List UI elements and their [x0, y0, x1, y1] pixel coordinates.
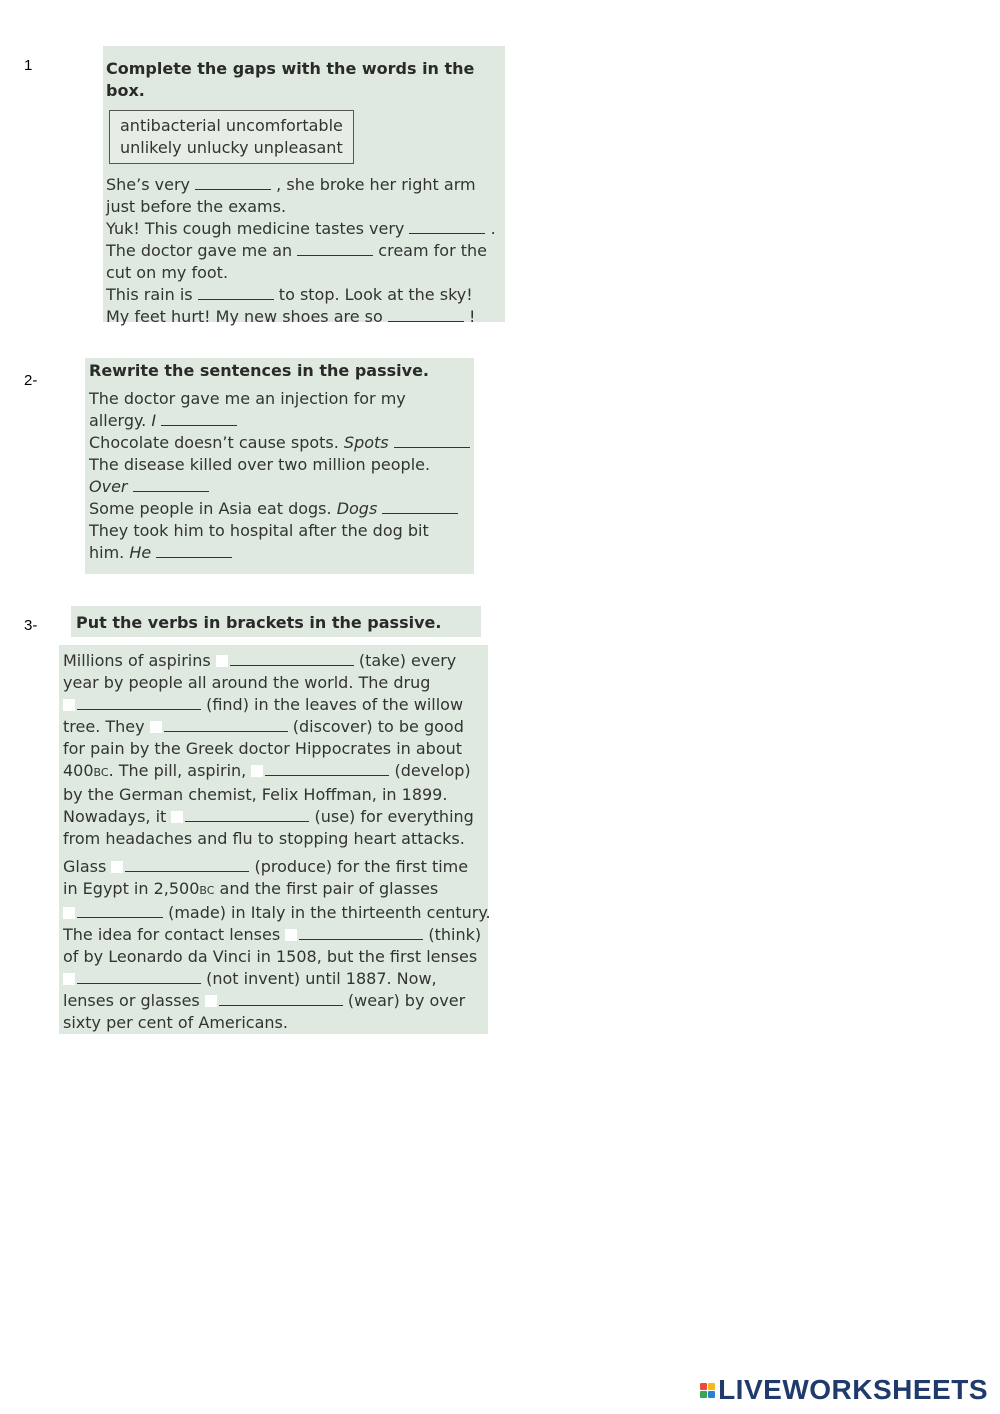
- exercise-2-number: 2-: [24, 372, 38, 389]
- text-line: and the first pair of glasses: [214, 879, 439, 898]
- answer-prompt-2: Spots: [343, 433, 389, 452]
- passive-sentence-5-cont: him.: [89, 543, 130, 562]
- passive-sentence-3: The disease killed over two million people.: [89, 455, 431, 474]
- text-line: (produce) for the first time: [249, 857, 469, 876]
- exercise-2-heading: Rewrite the sentences in the passive.: [89, 361, 429, 380]
- text-line: for pain by the Greek doctor Hippocrates in about: [63, 739, 463, 758]
- exercise-3-heading: Put the verbs in brackets in the passive.: [76, 613, 442, 632]
- text-line: Glass: [63, 857, 112, 876]
- sentence-4-start: This rain is: [106, 285, 198, 304]
- sentence-2-end: .: [485, 219, 496, 238]
- text-line: Nowadays, it: [63, 807, 172, 826]
- sentence-3-start: The doctor gave me an: [106, 241, 298, 260]
- logo-square-green: [700, 1391, 707, 1398]
- answer-gap-5[interactable]: [156, 543, 232, 558]
- exercise-2-panel: [85, 358, 474, 574]
- logo-square-yellow: [708, 1383, 715, 1390]
- verb-gap-4[interactable]: [265, 761, 389, 776]
- sentence-5-start: My feet hurt! My new shoes are so: [106, 307, 388, 326]
- passive-sentence-5: They took him to hospital after the dog bit: [89, 521, 429, 540]
- text-line: (discover) to be good: [287, 717, 464, 736]
- checkbox-marker: [171, 811, 183, 823]
- verb-gap-9[interactable]: [77, 969, 201, 984]
- word-box: [109, 110, 354, 164]
- text-line: lenses or glasses: [63, 991, 205, 1010]
- passive-sentence-2: Chocolate doesn’t cause spots.: [89, 433, 344, 452]
- exercise-1-heading: Complete the gaps with the words in the box.: [106, 59, 475, 100]
- verb-gap-10[interactable]: [219, 991, 343, 1006]
- gap-5[interactable]: [388, 307, 464, 322]
- checkbox-marker: [111, 861, 123, 873]
- sentence-1-start: She’s very: [106, 175, 196, 194]
- text-line: (made) in Italy in the thirteenth century.: [163, 903, 491, 922]
- liveworksheets-logo: [700, 1374, 988, 1406]
- exercise-1-panel: [103, 46, 505, 326]
- word-box-line-1: antibacterial uncomfortable: [120, 116, 343, 135]
- era-abbrev: BC: [93, 766, 109, 779]
- verb-gap-5[interactable]: [185, 807, 309, 822]
- checkbox-marker: [216, 655, 228, 667]
- answer-gap-4[interactable]: [382, 499, 458, 514]
- text-line: by the German chemist, Felix Hoffman, in 1899.: [63, 785, 448, 804]
- answer-gap-1[interactable]: [161, 411, 237, 426]
- sentence-1-cont: just before the exams.: [106, 197, 287, 216]
- answer-prompt-5: He: [129, 543, 152, 562]
- checkbox-marker: [251, 765, 263, 777]
- verb-gap-3[interactable]: [164, 717, 288, 732]
- sentence-3-cont: cut on my foot.: [106, 263, 229, 282]
- answer-gap-2[interactable]: [394, 433, 470, 448]
- checkbox-marker: [63, 699, 75, 711]
- text-line: (use) for everything: [309, 807, 474, 826]
- text-line: (not invent) until 1887. Now,: [201, 969, 437, 988]
- gap-3[interactable]: [297, 241, 373, 256]
- text-line: 400: [63, 761, 94, 780]
- gap-2[interactable]: [409, 219, 485, 234]
- verb-gap-7[interactable]: [77, 903, 163, 918]
- sentence-2-start: Yuk! This cough medicine tastes very: [106, 219, 410, 238]
- verb-gap-8[interactable]: [299, 925, 423, 940]
- sentence-1-end: , she broke her right arm: [271, 175, 476, 194]
- logo-text: LIVEWORKSHEETS: [718, 1374, 988, 1405]
- text-line: (find) in the leaves of the willow: [201, 695, 464, 714]
- text-line: Millions of aspirins: [63, 651, 216, 670]
- word-box-line-2: unlikely unlucky unpleasant: [120, 138, 343, 157]
- exercise-3-number: 3-: [24, 617, 38, 634]
- passive-sentence-1: The doctor gave me an injection for my: [89, 389, 406, 408]
- text-line: tree. They: [63, 717, 150, 736]
- checkbox-marker: [63, 907, 75, 919]
- answer-gap-3[interactable]: [133, 477, 209, 492]
- text-line: in Egypt in 2,500: [63, 879, 200, 898]
- gap-1[interactable]: [195, 175, 271, 190]
- verb-gap-6[interactable]: [125, 857, 249, 872]
- text-line: from headaches and flu to stopping heart attacks.: [63, 829, 465, 848]
- exercise-3-heading-bar: [71, 606, 481, 637]
- checkbox-marker: [150, 721, 162, 733]
- checkbox-marker: [285, 929, 297, 941]
- answer-prompt-3: Over: [89, 477, 128, 496]
- sentence-5-end: !: [463, 307, 476, 326]
- gap-4[interactable]: [198, 285, 274, 300]
- passive-sentence-4: Some people in Asia eat dogs.: [89, 499, 337, 518]
- checkbox-marker: [205, 995, 217, 1007]
- verb-gap-1[interactable]: [230, 651, 354, 666]
- logo-mark-icon: [700, 1383, 715, 1398]
- sentence-4-end: to stop. Look at the sky!: [273, 285, 473, 304]
- sentence-3-end: cream for the: [373, 241, 487, 260]
- text-line: of by Leonardo da Vinci in 1508, but the first lenses: [63, 947, 478, 966]
- answer-prompt-1: I: [151, 411, 157, 430]
- verb-gap-2[interactable]: [77, 695, 201, 710]
- checkbox-marker: [63, 973, 75, 985]
- text-line: sixty per cent of Americans.: [63, 1013, 288, 1032]
- exercise-1-number: 1: [24, 57, 33, 74]
- text-line: year by people all around the world. The drug: [63, 673, 431, 692]
- era-abbrev: BC: [199, 884, 215, 897]
- logo-square-blue: [708, 1391, 715, 1398]
- text-line: The idea for contact lenses: [63, 925, 286, 944]
- text-line: (wear) by over: [342, 991, 466, 1010]
- passive-sentence-1-cont: allergy.: [89, 411, 152, 430]
- logo-square-red: [700, 1383, 707, 1390]
- text-line: . The pill, aspirin,: [108, 761, 252, 780]
- text-line: (develop): [389, 761, 471, 780]
- answer-prompt-4: Dogs: [336, 499, 378, 518]
- text-line: (think): [423, 925, 482, 944]
- exercise-3-panel: [59, 645, 491, 1034]
- text-line: (take) every: [353, 651, 457, 670]
